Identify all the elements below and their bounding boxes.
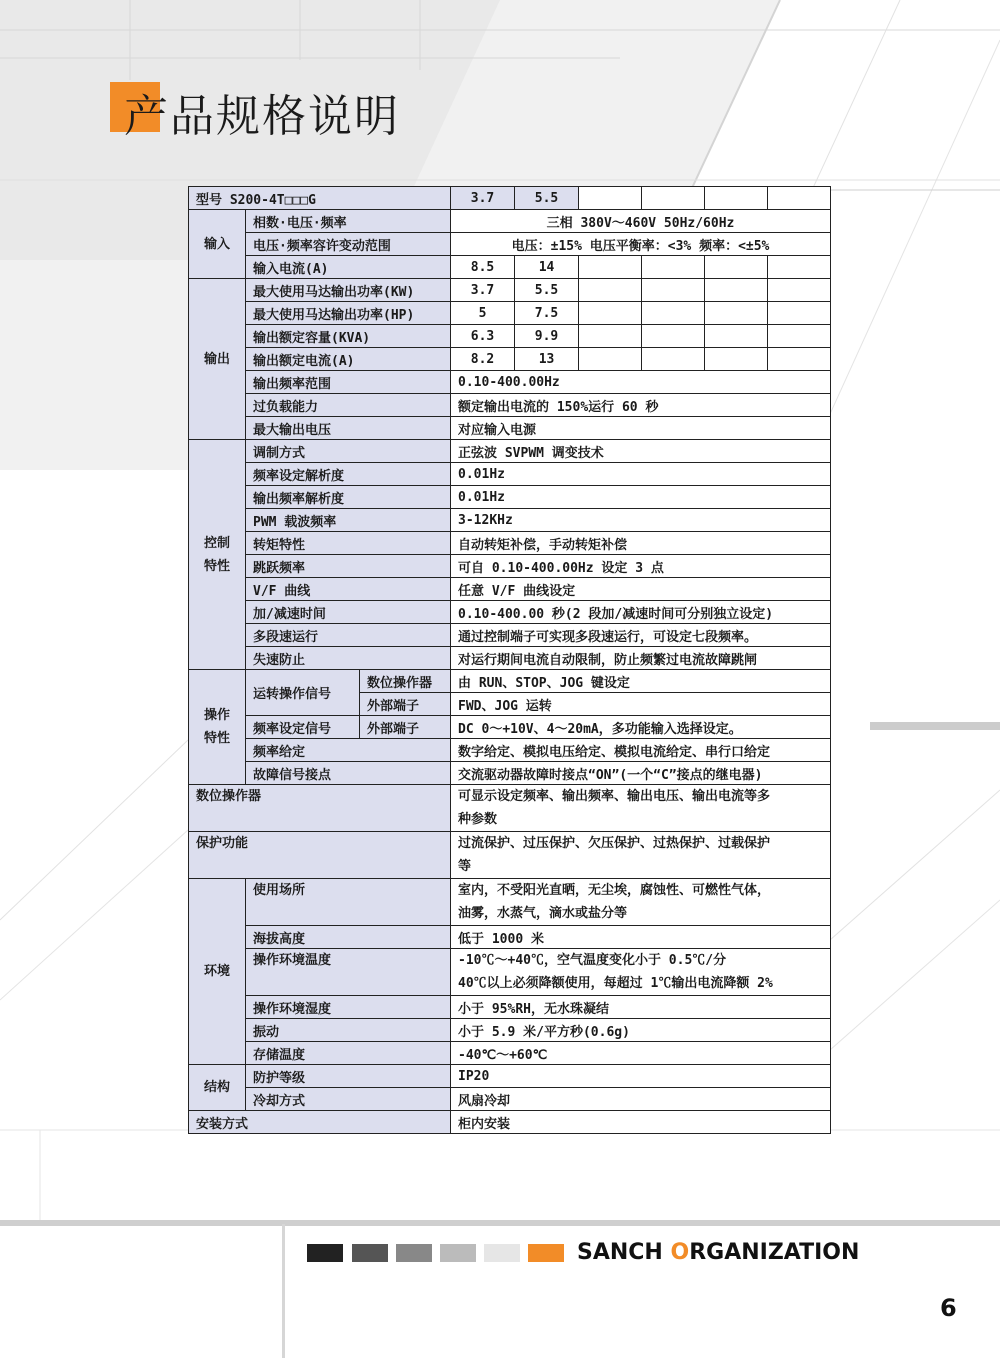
table-row (189, 486, 831, 509)
category-output: 输出 (189, 279, 246, 440)
swatch-6 (528, 1244, 564, 1262)
spec-value: -40℃～+60℃ (451, 1042, 831, 1065)
spec-value: -10℃～+40℃，空气温度变化小于 0.5℃/分 40℃以上必须降额使用，每超过 1℃输出电流降额 2% (451, 949, 831, 996)
table-row (189, 348, 831, 371)
spec-name: 频率给定 (246, 739, 451, 762)
header-value: 5.5 (515, 187, 579, 210)
spec-name: 保护功能 (189, 832, 451, 879)
spec-name: 防护等级 (246, 1065, 451, 1088)
spec-name: 输出额定容量(KVA) (246, 325, 451, 348)
spec-name: 过负载能力 (246, 394, 451, 417)
spec-name: 输出额定电流(A) (246, 348, 451, 371)
swatch-1 (307, 1244, 343, 1262)
swatch-5 (484, 1244, 520, 1262)
spec-value: 6.3 (451, 325, 515, 348)
spec-value: 对应输入电源 (451, 417, 831, 440)
table-row (189, 1019, 831, 1042)
model-header: 型号 S200-4T□□□G (189, 187, 451, 210)
category-input: 输入 (189, 210, 246, 279)
spec-value: 7.5 (515, 302, 579, 325)
table-row (189, 1088, 831, 1111)
spec-name: 运转操作信号 (246, 670, 360, 716)
spec-name: 相数·电压·频率 (246, 210, 451, 233)
table-row (189, 716, 831, 739)
spec-name: 输出频率范围 (246, 371, 451, 394)
spec-name: 故障信号接点 (246, 762, 451, 785)
table-row (189, 509, 831, 532)
spec-name: 最大使用马达输出功率(HP) (246, 302, 451, 325)
spec-value: 0.10-400.00Hz (451, 371, 831, 394)
spec-value: 数字给定、模拟电压给定、模拟电流给定、串行口给定 (451, 739, 831, 762)
table-row (189, 463, 831, 486)
table-row (189, 256, 831, 279)
spec-name: 冷却方式 (246, 1088, 451, 1111)
spec-name: 最大输出电压 (246, 417, 451, 440)
spec-value: 交流驱动器故障时接点“ON”(一个“C”接点的继电器) (451, 762, 831, 785)
page-title-text: 产品规格说明 (124, 91, 400, 142)
table-row (189, 624, 831, 647)
footer-vertical-divider (282, 1224, 285, 1358)
category-control: 控制 特性 (189, 440, 246, 670)
table-row (189, 325, 831, 348)
table-row (189, 279, 831, 302)
table-row (189, 926, 831, 949)
table-row (189, 394, 831, 417)
spec-value: 三相 380V～460V 50Hz/60Hz (451, 210, 831, 233)
spec-name: 频率设定信号 (246, 716, 360, 739)
spec-value: 0.10-400.00 秒(2 段加/减速时间可分别独立设定) (451, 601, 831, 624)
table-row (189, 187, 831, 210)
table-row (189, 647, 831, 670)
spec-name: PWM 载波频率 (246, 509, 451, 532)
category-structure: 结构 (189, 1065, 246, 1111)
table-row (189, 670, 831, 693)
spec-name: 使用场所 (246, 879, 451, 926)
table-row (189, 996, 831, 1019)
spec-value: 5 (451, 302, 515, 325)
spec-name: 多段速运行 (246, 624, 451, 647)
table-row (189, 417, 831, 440)
spec-name: 转矩特性 (246, 532, 451, 555)
spec-value: 可自 0.10-400.00Hz 设定 3 点 (451, 555, 831, 578)
spec-name: 操作环境湿度 (246, 996, 451, 1019)
category-environment: 环境 (189, 879, 246, 1065)
spec-value: 通过控制端子可实现多段速运行，可设定七段频率。 (451, 624, 831, 647)
swatch-2 (352, 1244, 388, 1262)
spec-value: 14 (515, 256, 579, 279)
spec-name: 最大使用马达输出功率(KW) (246, 279, 451, 302)
spec-name: 数位操作器 (189, 785, 451, 832)
table-row (189, 532, 831, 555)
spec-name: 海拔高度 (246, 926, 451, 949)
spec-value: 0.01Hz (451, 463, 831, 486)
table-row (189, 440, 831, 463)
spec-name: 输出频率解析度 (246, 486, 451, 509)
spec-name: 加/减速时间 (246, 601, 451, 624)
spec-name: 跳跃频率 (246, 555, 451, 578)
spec-value: 8.2 (451, 348, 515, 371)
spec-table (188, 186, 831, 1134)
table-row (189, 210, 831, 233)
swatch-4 (440, 1244, 476, 1262)
spec-value: 自动转矩补偿，手动转矩补偿 (451, 532, 831, 555)
spec-value: 小于 95%RH，无水珠凝结 (451, 996, 831, 1019)
spec-value: 9.9 (515, 325, 579, 348)
spec-value: 小于 5.9 米/平方秒(0.6g) (451, 1019, 831, 1042)
table-row (189, 371, 831, 394)
spec-value: 柜内安装 (451, 1111, 831, 1134)
spec-value: 额定输出电流的 150%运行 60 秒 (451, 394, 831, 417)
spec-name: 失速防止 (246, 647, 451, 670)
spec-value: 0.01Hz (451, 486, 831, 509)
spec-name: 操作环境温度 (246, 949, 451, 996)
spec-value: 任意 V/F 曲线设定 (451, 578, 831, 601)
table-row (189, 1042, 831, 1065)
spec-value: DC 0～+10V、4～20mA，多功能输入选择设定。 (451, 716, 831, 739)
spec-value: 室内，不受阳光直晒，无尘埃，腐蚀性、可燃性气体， 油雾，水蒸气，滴水或盐分等 (451, 879, 831, 926)
table-row (189, 949, 831, 996)
page-number: 6 (940, 1294, 957, 1322)
category-operation: 操作 特性 (189, 670, 246, 785)
spec-value: 正弦波 SVPWM 调变技术 (451, 440, 831, 463)
spec-value: 低于 1000 米 (451, 926, 831, 949)
spec-value: 13 (515, 348, 579, 371)
spec-name: 振动 (246, 1019, 451, 1042)
table-row (189, 1065, 831, 1088)
table-row (189, 233, 831, 256)
spec-value: 可显示设定频率、输出频率、输出电压、输出电流等多 种参数 (451, 785, 831, 832)
spec-value: FWD、JOG 运转 (451, 693, 831, 716)
brand-logo: SANCH ORGANIZATION (577, 1240, 860, 1265)
spec-value: 3-12KHz (451, 509, 831, 532)
table-row (189, 578, 831, 601)
spec-value: 由 RUN、STOP、JOG 键设定 (451, 670, 831, 693)
spec-name: 调制方式 (246, 440, 451, 463)
spec-name: 频率设定解析度 (246, 463, 451, 486)
spec-name: 输入电流(A) (246, 256, 451, 279)
spec-name: 存储温度 (246, 1042, 451, 1065)
footer-divider (0, 1220, 1000, 1226)
spec-value: 风扇冷却 (451, 1088, 831, 1111)
table-row (189, 1111, 831, 1134)
table-row (189, 832, 831, 879)
table-row (189, 785, 831, 832)
spec-subname: 数位操作器 (360, 670, 451, 693)
spec-name: 电压·频率容许变动范围 (246, 233, 451, 256)
table-row (189, 601, 831, 624)
spec-value: 电压：±15% 电压平衡率：<3% 频率：<±5% (451, 233, 831, 256)
spec-subname: 外部端子 (360, 716, 451, 739)
spec-value: IP20 (451, 1065, 831, 1088)
spec-value: 过流保护、过压保护、欠压保护、过热保护、过载保护 等 (451, 832, 831, 879)
spec-subname: 外部端子 (360, 693, 451, 716)
table-row (189, 739, 831, 762)
table-row (189, 762, 831, 785)
table-row (189, 302, 831, 325)
table-row (189, 879, 831, 926)
spec-name: V/F 曲线 (246, 578, 451, 601)
spec-value: 8.5 (451, 256, 515, 279)
swatch-3 (396, 1244, 432, 1262)
spec-value: 3.7 (451, 279, 515, 302)
spec-name: 安装方式 (189, 1111, 451, 1134)
table-row (189, 555, 831, 578)
header-value: 3.7 (451, 187, 515, 210)
spec-value: 5.5 (515, 279, 579, 302)
spec-value: 对运行期间电流自动限制，防止频繁过电流故障跳闸 (451, 647, 831, 670)
